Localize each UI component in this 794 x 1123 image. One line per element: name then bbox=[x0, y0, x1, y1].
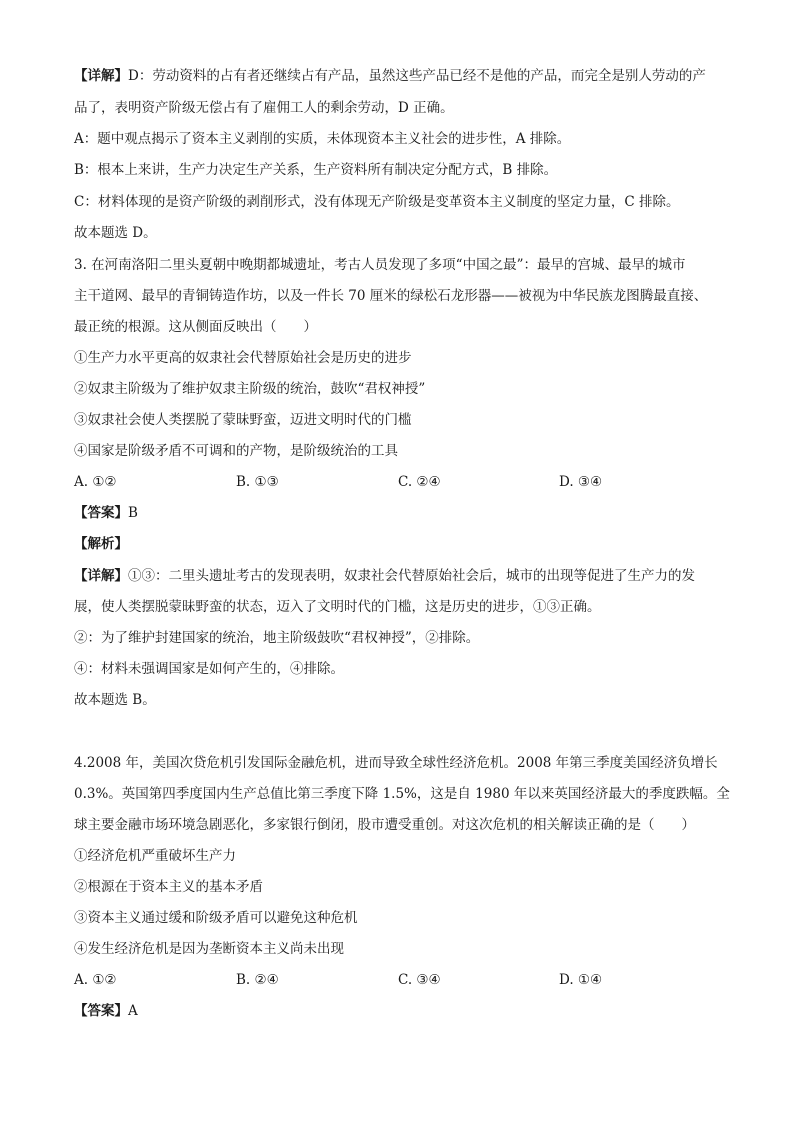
q3-statement-4: ④国家是阶级矛盾不可调和的产物，是阶级统治的工具 bbox=[74, 443, 398, 459]
q3-statement-2: ②奴隶主阶级为了维护奴隶主阶级的统治，鼓吹“君权神授” bbox=[74, 381, 426, 397]
q3-option-a: A. ①② bbox=[74, 474, 117, 490]
q3-stem-line-2: 主干道网、最早的青铜铸造作坊，以及一件长 70 厘米的绿松石龙形器——被视为中华民族龙图腾最直接、 bbox=[74, 288, 708, 304]
q3-option-d: D. ③④ bbox=[559, 474, 603, 490]
q3-stem-line-3: 最正统的根源。这从侧面反映出（ ） bbox=[74, 319, 317, 335]
q3-statement-3: ③奴隶社会使人类摆脱了蒙昧野蛮，迈进文明时代的门槛 bbox=[74, 412, 412, 428]
q3-answer bbox=[74, 503, 734, 523]
q3-detail-line-1: 【详解】①③：二里头遗址考古的发现表明，奴隶社会代替原始社会后，城市的出现等促进了生产力的发 bbox=[74, 568, 695, 584]
q3-option-b: B. ①③ bbox=[236, 474, 279, 490]
q4-statement-4: ④发生经济危机是因为垄断资本主义尚未出现 bbox=[74, 941, 344, 957]
q2-detail-line-1: 【详解】D：劳动资料的占有者还继续占有产品，虽然这些产品已经不是他的产品，而完全是别人劳动的产 bbox=[74, 68, 706, 84]
q3-stem-line-1: 3. 在河南洛阳二里头夏朝中晚期都城遗址，考古人员发现了多项“中国之最”：最早的宫城、最早的城市 bbox=[74, 257, 686, 273]
q4-option-c: C. ③④ bbox=[398, 972, 441, 988]
q2-option-b-analysis: B：根本上来讲，生产力决定生产关系，生产资料所有制决定分配方式，B 排除。 bbox=[74, 162, 558, 178]
q4-stem-line-2: 0.3%。英国第四季度国内生产总值比第三季度下降 1.5%，这是自 1980 年以来英国经济最大的季度跌幅。全 bbox=[74, 786, 730, 802]
q4-statement-1: ①经济危机严重破坏生产力 bbox=[74, 848, 236, 864]
q4-stem-line-3: 球主要金融市场环境急剧恶化，多家银行倒闭，股市遭受重创。对这次危机的相关解读正确的是（ ） bbox=[74, 817, 695, 833]
detail-label: 【详解】 bbox=[74, 68, 128, 84]
q2-conclusion: 故本题选 D。 bbox=[74, 225, 157, 241]
q2-option-c-analysis: C：材料体现的是资产阶级的剥削形式，没有体现无产阶级是变革资本主义制度的坚定力量，C 排除。 bbox=[74, 194, 680, 210]
q3-detail-statement-4: ④：材料未强调国家是如何产生的，④排除。 bbox=[74, 661, 344, 677]
q3-statement-1: ①生产力水平更高的奴隶社会代替原始社会是历史的进步 bbox=[74, 350, 412, 366]
q3-conclusion: 故本题选 B。 bbox=[74, 692, 156, 708]
q3-analysis-label: 【解析】 bbox=[74, 536, 128, 552]
answer-label: 【答案】 bbox=[74, 505, 128, 521]
q4-stem-line-1: 4.2008 年，美国次贷危机引发国际金融危机，进而导致全球性经济危机。2008 年第三季度美国经济负增长 bbox=[74, 755, 718, 771]
detail-label: 【详解】 bbox=[74, 568, 128, 584]
answer-value: A bbox=[128, 1003, 138, 1019]
q4-option-d: D. ①④ bbox=[559, 972, 603, 988]
q3-detail-line-2: 展，使人类摆脱蒙昧野蛮的状态，迈入了文明时代的门槛，这是历史的进步，①③正确。 bbox=[74, 599, 601, 615]
q2-detail-line-2: 品了，表明资产阶级无偿占有了雇佣工人的剩余劳动，D 正确。 bbox=[74, 100, 454, 116]
q4-option-a: A. ①② bbox=[74, 972, 117, 988]
answer-label: 【答案】 bbox=[74, 1003, 128, 1019]
q4-answer bbox=[74, 1001, 734, 1021]
q3-option-c: C. ②④ bbox=[398, 474, 441, 490]
q4-statement-3: ③资本主义通过缓和阶级矛盾可以避免这种危机 bbox=[74, 910, 358, 926]
q4-option-b: B. ②④ bbox=[236, 972, 279, 988]
q4-statement-2: ②根源在于资本主义的基本矛盾 bbox=[74, 879, 263, 895]
q2-option-a-analysis: A：题中观点揭示了资本主义剥削的实质，未体现资本主义社会的进步性，A 排除。 bbox=[74, 131, 571, 147]
q3-detail-statement-2: ②：为了维护封建国家的统治，地主阶级鼓吹“君权神授”，②排除。 bbox=[74, 630, 480, 646]
answer-value: B bbox=[128, 505, 138, 521]
